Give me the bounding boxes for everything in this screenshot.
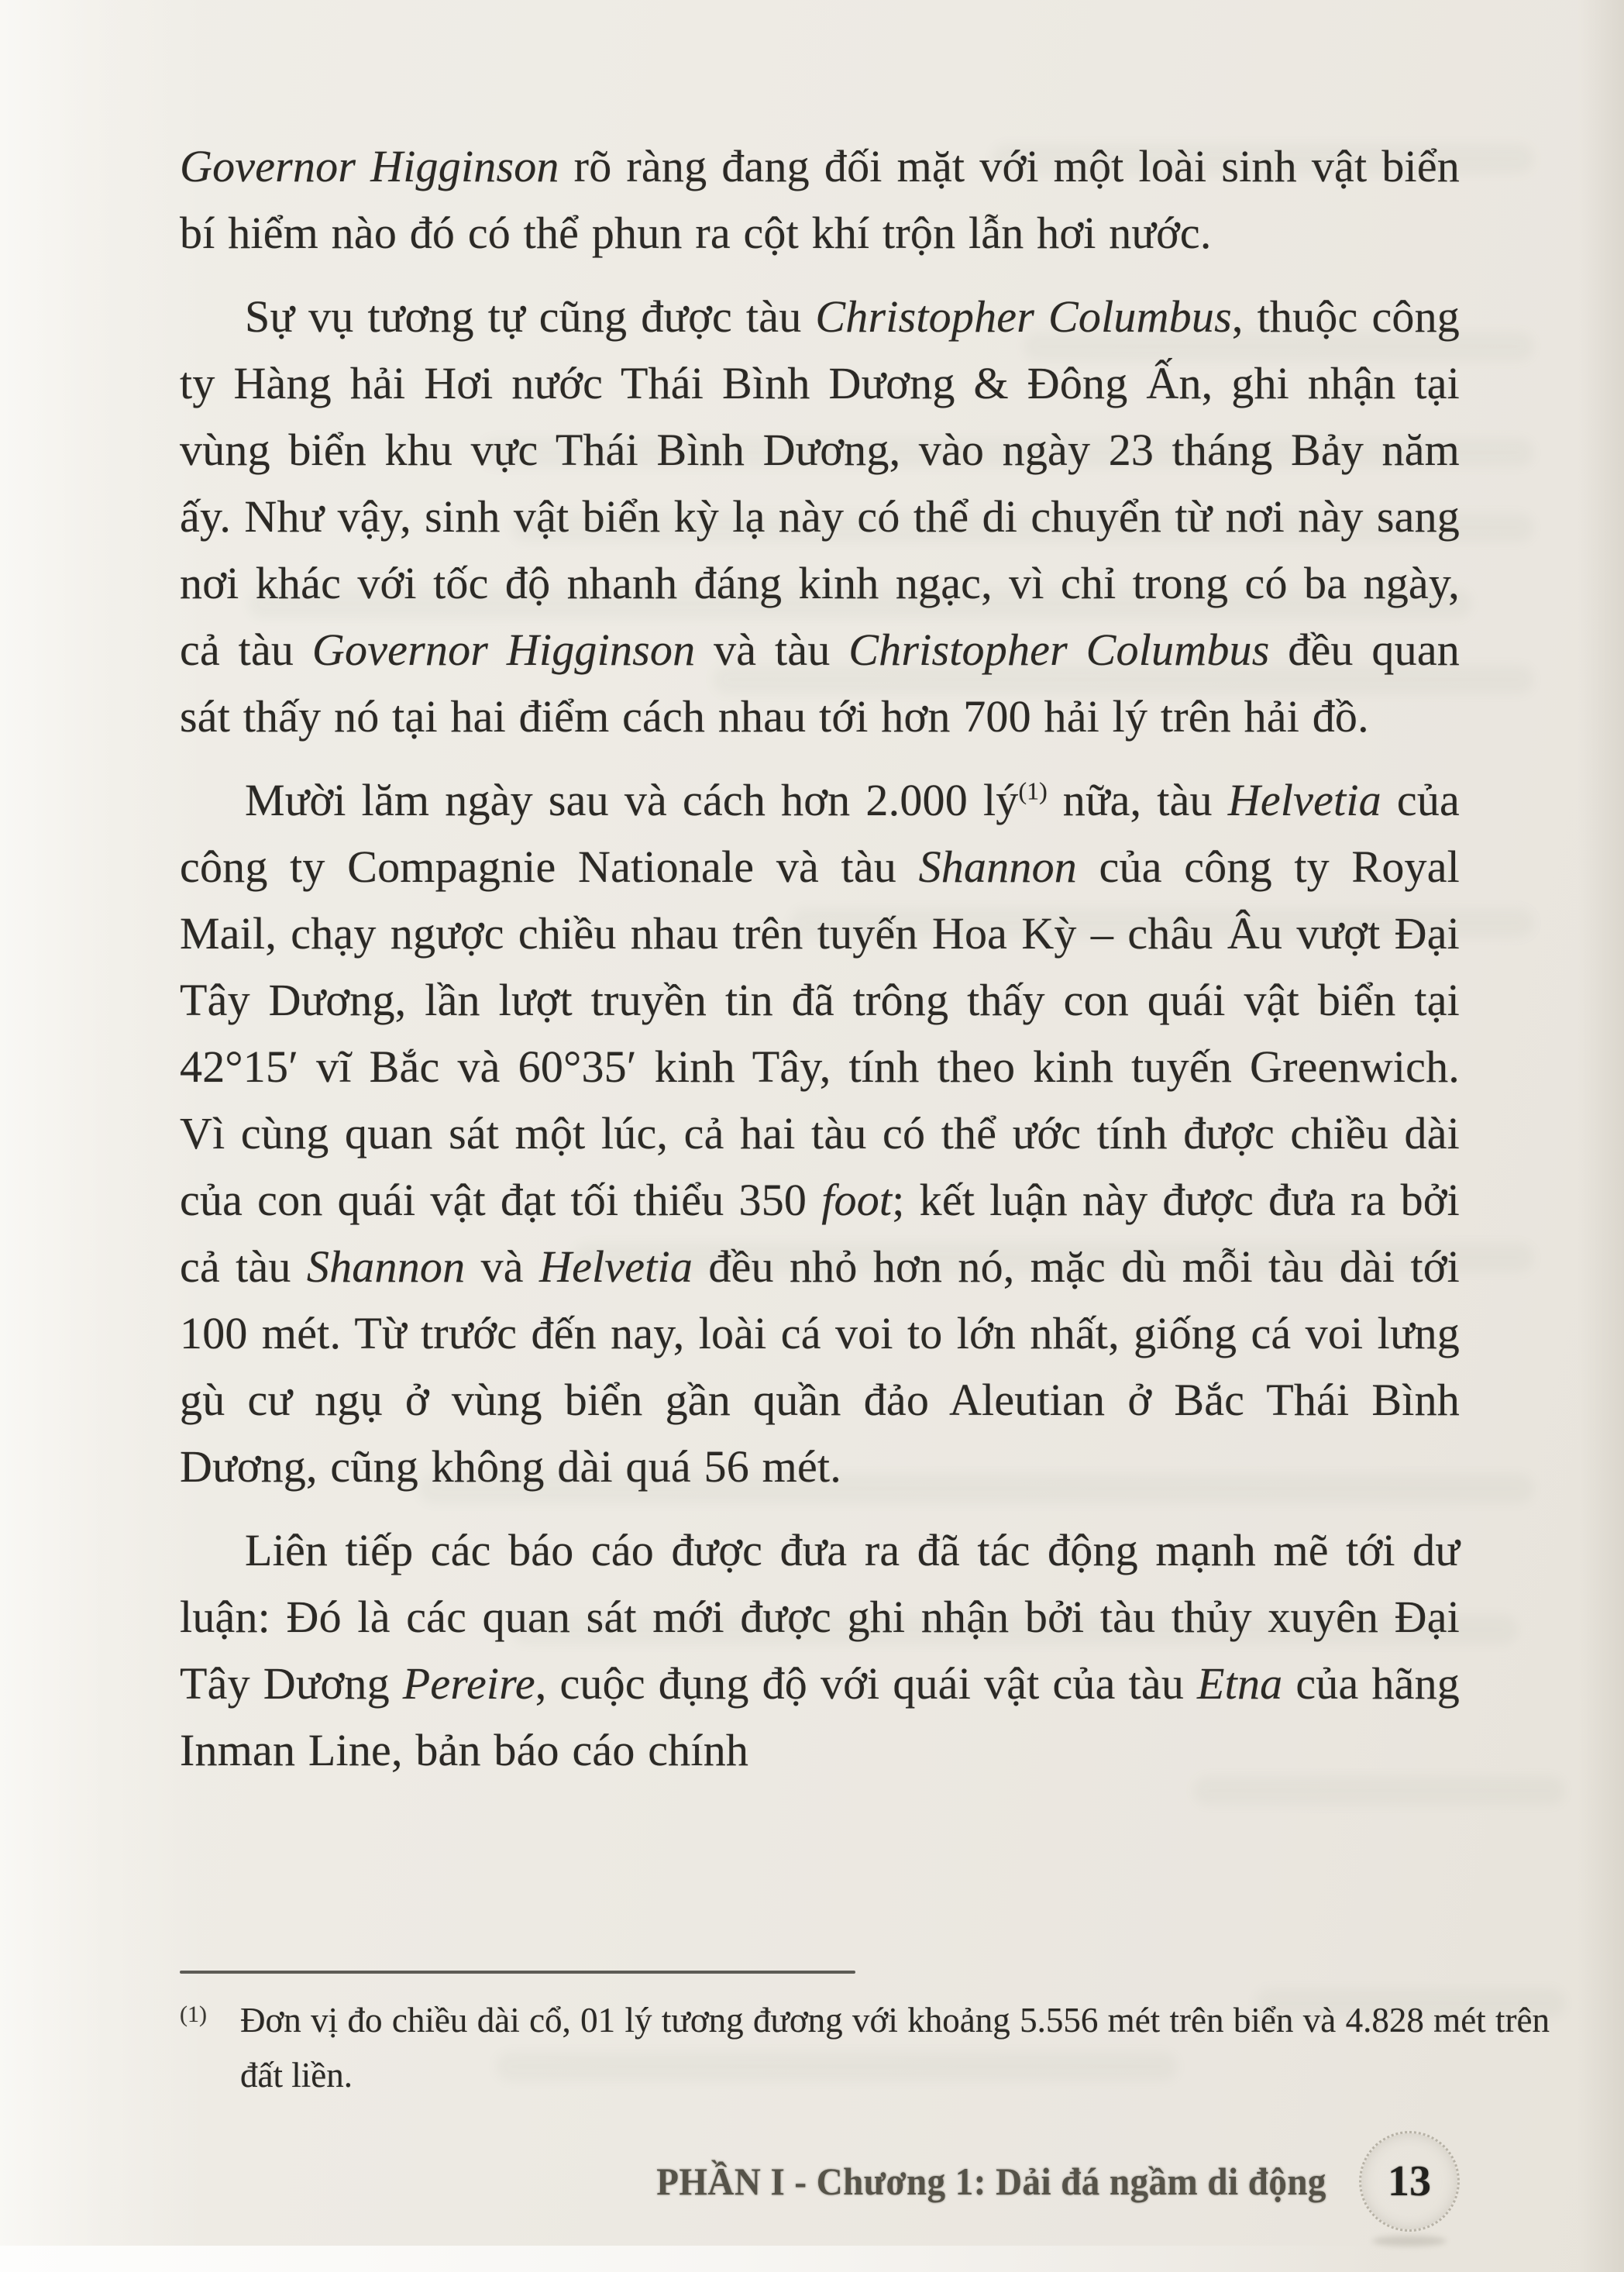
text-run-normal: của hãng Inman Line, bản báo cáo chính <box>180 1658 1460 1775</box>
text-run-normal: rõ ràng đang đối mặt với một loài sinh vật biển bí hiểm nào đó có thể phun ra cột khí trộn lẫn hơi nước. <box>180 141 1460 258</box>
paragraph <box>180 133 1460 267</box>
text-run-italic: Helvetia <box>1227 775 1381 825</box>
text-run-italic: Etna <box>1197 1658 1283 1709</box>
chapter-running-title: PHẦN I - Chương 1: Dải đá ngầm di động <box>656 2160 1326 2203</box>
text-run-italic: Christopher Columbus <box>848 625 1270 675</box>
page-number-badge <box>1359 2131 1460 2232</box>
text-run-normal: đều nhỏ hơn nó, mặc dù mỗi tàu dài tới 100 mét. Từ trước đến nay, loài cá voi to lớn nhất, giống cá voi lưng gù cư ngụ ở vùng biển gần quần đảo Aleutian ở Bắc Thái Bình Dương, cũng không dài quá 56 mét. <box>180 1241 1460 1492</box>
text-run-normal: , thuộc công ty Hàng hải Hơi nước Thái Bình Dương & Đông Ấn, ghi nhận tại vùng biển khu vực Thái Bình Dương, vào ngày 23 tháng Bảy năm ấy. Như vậy, sinh vật biển kỳ lạ này có thể di chuyển từ nơi này sang nơi khác với tốc độ nhanh đáng kinh ngạc, vì chỉ trong có ba ngày, cả tàu <box>180 291 1460 675</box>
text-run-italic: foot <box>821 1175 893 1225</box>
text-run-normal: ; kết luận này được đưa ra bởi cả tàu <box>180 1175 1460 1292</box>
text-run-normal: và tàu <box>695 625 849 675</box>
footnote-marker: (1) <box>180 2002 207 2027</box>
text-run-normal: Liên tiếp các báo cáo được đưa ra đã tác động mạnh mẽ tới dư luận: Đó là các quan sát mới được ghi nhận bởi tàu thủy xuyên Đại Tây Dương <box>180 1525 1460 1709</box>
page-number: 13 <box>1388 2157 1431 2205</box>
text-run-italic: Shannon <box>306 1241 466 1292</box>
text-run-normal: , cuộc đụng độ với quái vật của tàu <box>535 1658 1198 1709</box>
text-run-normal: Sự vụ tương tự cũng được tàu <box>245 291 816 342</box>
text-run-normal: Mười lăm ngày sau và cách hơn 2.000 lý <box>245 775 1019 825</box>
text-run-italic: Shannon <box>918 842 1077 892</box>
text-run-italic: Pereire <box>402 1658 535 1709</box>
text-run-italic: Governor Higginson <box>311 625 696 675</box>
text-run-normal: của công ty Compagnie Nationale và tàu <box>180 775 1460 892</box>
text-run-normal: của công ty Royal Mail, chạy ngược chiều nhau trên tuyến Hoa Kỳ – châu Âu vượt Đại Tây Dương, lần lượt truyền tin đã trông thấy con quái vật biển tại 42°15′ vĩ Bắc và 60°35′ kinh Tây, tính theo kinh tuyến Greenwich. Vì cùng quan sát một lúc, cả hai tàu có thể ước tính được chiều dài của con quái vật đạt tối thiểu 350 <box>180 842 1460 1225</box>
footnote-text: Đơn vị đo chiều dài cổ, 01 lý tương đương với khoảng 5.556 mét trên biển và 4.828 mét trên đất liền. <box>240 2001 1550 2095</box>
footnote-divider <box>180 1971 855 1974</box>
paragraph <box>180 767 1460 1500</box>
page-edge-shadow <box>1578 0 1624 2272</box>
page-bottom-edge <box>0 2246 1624 2272</box>
page-footer <box>0 2123 1624 2239</box>
text-run-italic: Helvetia <box>539 1241 693 1292</box>
text-run-normal: và <box>465 1241 540 1292</box>
text-run-italic: Christopher Columbus <box>815 291 1232 342</box>
text-run-normal: nữa, tàu <box>1047 775 1228 825</box>
paragraph <box>180 1517 1460 1784</box>
text-run-normal: đều quan sát thấy nó tại hai điểm cách nhau tới hơn 700 hải lý trên hải đồ. <box>180 625 1460 742</box>
text-block <box>180 133 1460 1784</box>
paragraph <box>180 284 1460 750</box>
text-run-italic: Governor Higginson <box>180 141 559 191</box>
page-body <box>180 133 1460 1801</box>
footnote <box>180 1993 1550 2103</box>
text-run-sup: (1) <box>1018 777 1048 805</box>
